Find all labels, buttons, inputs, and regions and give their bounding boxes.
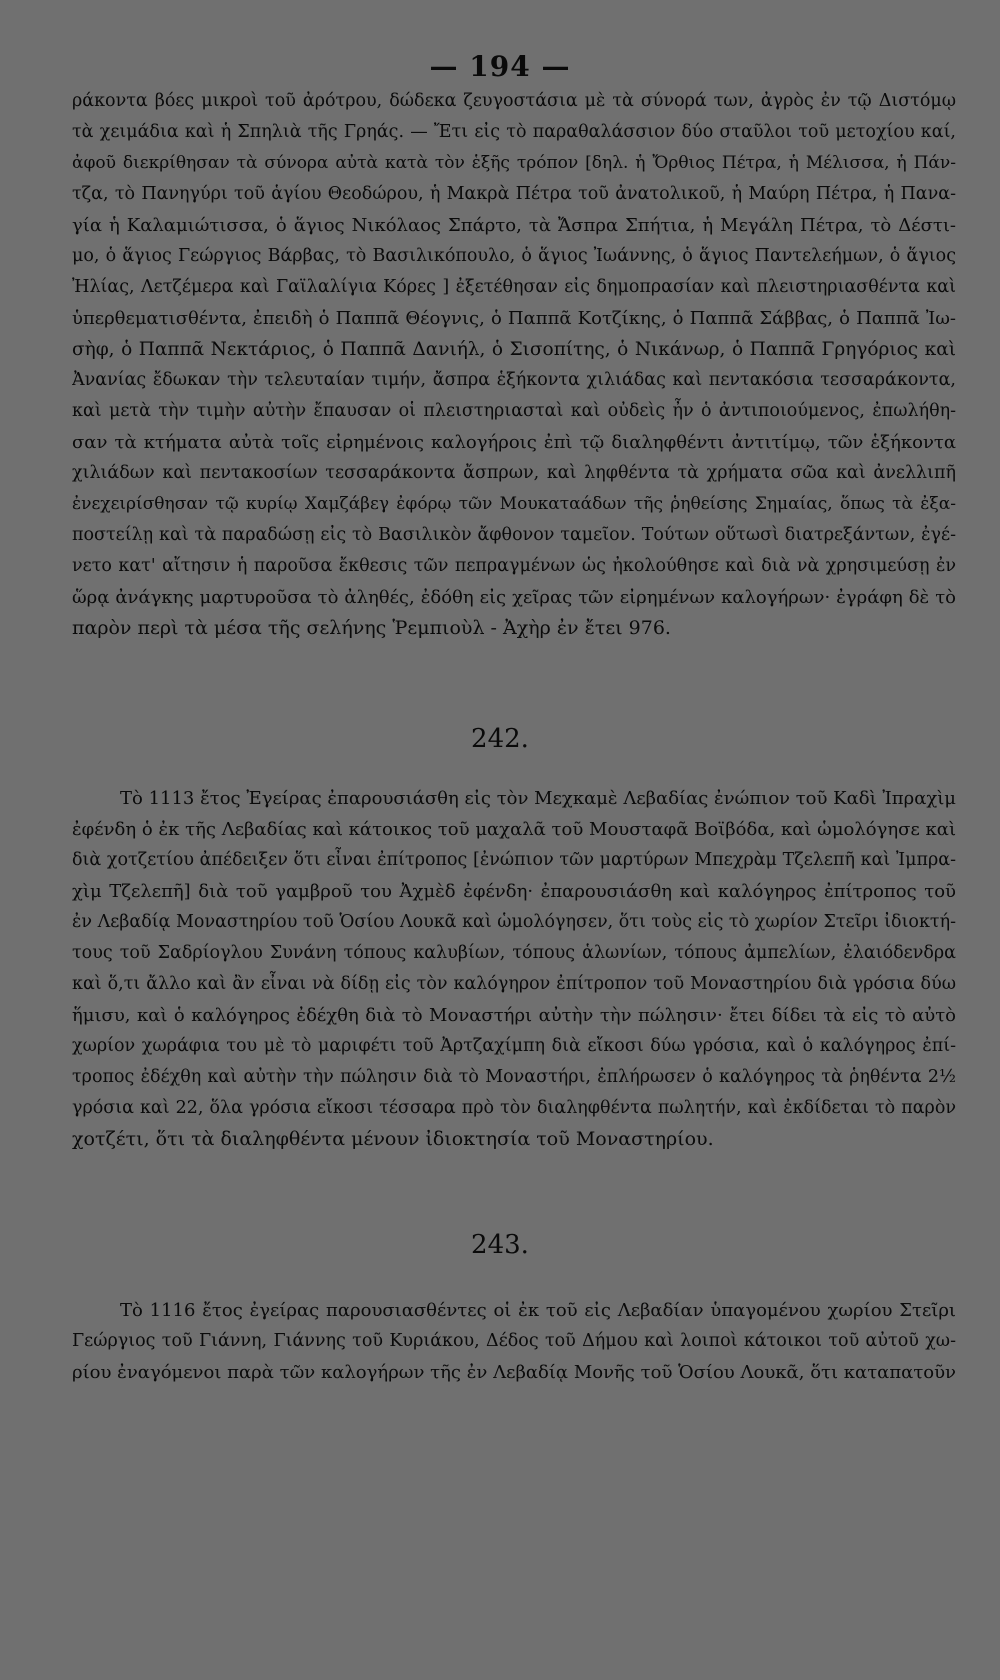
text-line: τὰ χειμάδια καὶ ἡ Σπηλιὰ τῆς Γρηάς. — Ἔτι εἰς τὸ παραθαλάσσιον δύο σταῦλοι τοῦ μετοχίου καί, xyxy=(72,122,956,142)
text-line: Ἀνανίας ἔδωκαν τὴν τελευταίαν τιμήν, ἄσπρα ἑξήκοντα χιλιάδας καὶ πεντακόσια τεσσαράκοντα, xyxy=(72,370,956,390)
section-number-242: 242. xyxy=(471,724,529,754)
text-line: ἐν Λεβαδίᾳ Μοναστηρίου τοῦ Ὁσίου Λουκᾶ καὶ ὡμολόγησεν, ὅτι τοὺς εἰς τὸ χωρίον Στεῖρι ἰδιοκτή- xyxy=(72,912,956,932)
text-block-243 xyxy=(72,1295,956,1388)
text-line: ράκοντα βόες μικροὶ τοῦ ἀρότρου, δώδεκα ζευγοστάσια μὲ τὰ σύνορά των, ἀγρὸς ἐν τῷ Διστόμῳ xyxy=(72,91,956,111)
text-block-242 xyxy=(72,783,956,1155)
text-line: ὥρᾳ ἀνάγκης μαρτυροῦσα τὸ ἀληθές, ἐδόθη εἰς χεῖρας τῶν εἰρημένων καλογήρων· ἐγράφη δὲ τὸ xyxy=(72,587,956,608)
text-line: χωρίον χωράφια του μὲ τὸ μαριφέτι τοῦ Ἀρτζαχίμπη διὰ εἴκοσι δύω γρόσια, καὶ ὁ καλόγηρος ἐπί- xyxy=(72,1036,956,1056)
text-line: ἐφένδη ὁ ἐκ τῆς Λεβαδίας καὶ κάτοικος τοῦ μαχαλᾶ τοῦ Μουσταφᾶ Βοϊβόδα, καὶ ὡμολόγησε καὶ xyxy=(72,819,956,840)
text-line: γρόσια καὶ 22, ὅλα γρόσια εἴκοσι τέσσαρα πρὸ τὸν διαληφθέντα πωλητήν, καὶ ἐκδίδεται τὸ παρὸν xyxy=(72,1098,956,1118)
text-line: ὑπερθεματισθέντα, ἐπειδὴ ὁ Παππᾶ Θέογνις, ὁ Παππᾶ Κοτζίκης, ὁ Παππᾶ Σάββας, ὁ Παππᾶ Ἰω- xyxy=(72,308,956,329)
text-line: Ἠλίας, Λετζέμερα καὶ Γαϊλαλίγια Κόρες ] ἐξετέθησαν εἰς δημοπρασίαν καὶ πλειστηριασθέντα καὶ xyxy=(72,277,956,297)
text-line: Γεώργιος τοῦ Γιάννη, Γιάννης τοῦ Κυριάκου, Δέδος τοῦ Δήμου καὶ λοιποὶ κάτοικοι τοῦ αὐτοῦ χω- xyxy=(72,1331,956,1351)
text-line: χιλιάδων καὶ πεντακοσίων τεσσαράκοντα ἄσπρων, καὶ ληφθέντα τὰ χρήματα σῶα καὶ ἀνελλιπῆ xyxy=(72,463,956,483)
text-line: ρίου ἐναγόμενοι παρὰ τῶν καλογήρων τῆς ἐν Λεβαδίᾳ Μονῆς τοῦ Ὁσίου Λουκᾶ, ὅτι καταπατοῦν xyxy=(72,1362,956,1383)
text-line: ἀφοῦ διεκρίθησαν τὰ σύνορα αὐτὰ κατὰ τὸν ἑξῆς τρόπον [δηλ. ἡ Ὄρθιος Πέτρα, ἡ Μέλισσα, ἡ Πάν- xyxy=(72,153,956,173)
text-line: χοτζέτι, ὅτι τὰ διαληφθέντα μένουν ἰδιοκτησία τοῦ Μοναστηρίου. xyxy=(72,1128,714,1150)
text-line: καὶ μετὰ τὴν τιμὴν αὐτὴν ἔπαυσαν οἱ πλειστηριασταὶ καὶ οὐδεὶς ἦν ὁ ἀντιποιούμενος, ἐπωλήθη- xyxy=(72,401,956,421)
text-line: νετο κατ' αἴτησιν ἡ παροῦσα ἔκθεσις τῶν πεπραγμένων ὡς ἠκολούθησε καὶ διὰ νὰ χρησιμεύσῃ ἐν xyxy=(72,556,956,576)
text-line: καὶ ὅ,τι ἄλλο καὶ ἂν εἶναι νὰ δίδῃ εἰς τὸν καλόγηρον ἐπίτροπον τοῦ Μοναστηρίου διὰ γρόσια δύω xyxy=(72,974,956,994)
text-line: διὰ χοτζετίου ἀπέδειξεν ὅτι εἶναι ἐπίτροπος [ἐνώπιον τῶν μαρτύρων Μπεχρὰμ Τζελεπῆ καὶ Ἰμπρα- xyxy=(72,850,956,870)
text-line: σὴφ, ὁ Παππᾶ Νεκτάριος, ὁ Παππᾶ Δανιήλ, ὁ Σισοπίτης, ὁ Νικάνωρ, ὁ Παππᾶ Γρηγόριος καὶ xyxy=(72,339,956,360)
text-line: ἥμισυ, καὶ ὁ καλόγηρος ἐδέχθη διὰ τὸ Μοναστήρι αὐτὴν τὴν πώλησιν· ἔτει δίδει τὰ εἰς τὸ αὐτὸ xyxy=(72,1005,956,1026)
text-line: χὶμ Τζελεπῆ] διὰ τοῦ γαμβροῦ του Ἀχμὲδ ἐφένδη· ἐπαρουσιάσθη καὶ καλόγηρος ἐπίτροπος τοῦ xyxy=(72,881,956,902)
text-line: γία ἡ Καλαμιώτισσα, ὁ ἅγιος Νικόλαος Σπάρτο, τὰ Ἄσπρα Σπήτια, ἡ Μεγάλη Πέτρα, τὸ Δέστι- xyxy=(72,215,956,236)
text-line: ἐνεχειρίσθησαν τῷ κυρίῳ Χαμζάβεγ ἐφόρῳ τῶν Μουκαταάδων τῆς ῥηθείσης Σημαίας, ὅπως τὰ ἐξα- xyxy=(72,494,956,514)
text-line: τζα, τὸ Πανηγύρι τοῦ ἁγίου Θεοδώρου, ἡ Μακρὰ Πέτρα τοῦ ἀνατολικοῦ, ἡ Μαύρη Πέτρα, ἡ Πανα- xyxy=(72,184,956,204)
text-line: τους τοῦ Σαδρίογλου Συνάνη τόπους καλυβίων, τόπους ἁλωνίων, τόπους ἀμπελίων, ἐλαιόδενδρα xyxy=(72,943,956,963)
text-line: τροπος ἐδέχθη καὶ αὐτὴν τὴν πώλησιν διὰ τὸ Μοναστήρι, ἐπλήρωσεν ὁ καλόγηρος τὰ ῥηθέντα 2½ xyxy=(72,1067,956,1087)
page-number: — 194 — xyxy=(429,50,571,83)
text-line: Τὸ 1113 ἔτος Ἐγείρας ἐπαρουσιάσθη εἰς τὸν Μεχκαμὲ Λεβαδίας ἐνώπιον τοῦ Καδὶ Ἰπραχὶμ xyxy=(120,788,956,809)
text-line: παρὸν περὶ τὰ μέσα τῆς σελήνης Ῥεμπιοὺλ - Ἀχὴρ ἐν ἔτει 976. xyxy=(72,617,671,639)
section-number-243: 243. xyxy=(471,1230,529,1260)
text-line: ποστείλῃ καὶ τὰ παραδώσῃ εἰς τὸ Βασιλικὸν ἄφθονον ταμεῖον. Τούτων οὕτωσὶ διατρεξάντων, ἐγέ- xyxy=(72,525,956,545)
text-line: μο, ὁ ἅγιος Γεώργιος Βάρβας, τὸ Βασιλικόπουλο, ὁ ἅγιος Ἰωάννης, ὁ ἅγιος Παντελεήμων, ὁ ἅγιος xyxy=(72,246,956,266)
text-line: Τὸ 1116 ἔτος ἐγείρας παρουσιασθέντες οἱ ἐκ τοῦ εἰς Λεβαδίαν ὑπαγομένου χωρίου Στεῖρι xyxy=(120,1300,956,1321)
text-block-continuation xyxy=(72,86,956,644)
text-line: σαν τὰ κτήματα αὐτὰ τοῖς εἰρημένοις καλογήροις ἐπὶ τῷ διαληφθέντι ἀντιτίμῳ, τῶν ἑξήκοντα xyxy=(72,432,956,453)
